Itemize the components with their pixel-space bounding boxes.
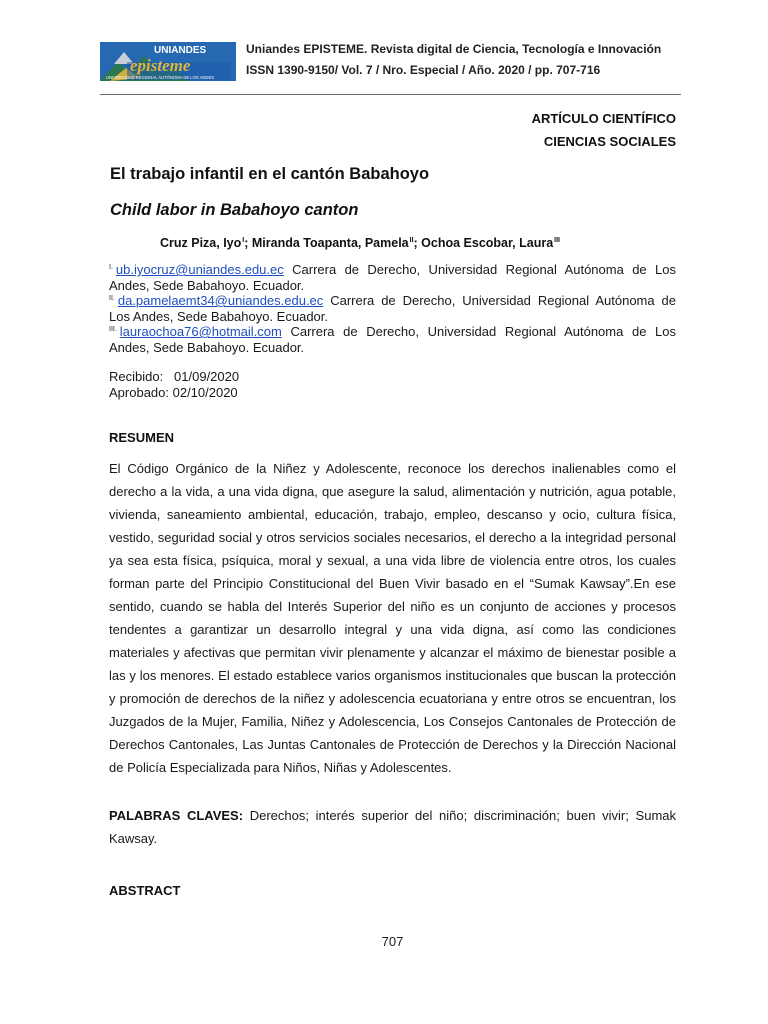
article-subtitle: Child labor in Babahoyo canton [110,201,359,219]
logo-graphic [100,42,236,81]
journal-issn: ISSN 1390-9150/ Vol. 7 / Nro. Especial / Año. 2020 / pp. 707-716 [246,63,601,77]
author-1: Cruz Piza, Iyo [160,236,242,250]
date-approved: Aprobado: 02/10/2020 [109,384,238,400]
article-type: ARTÍCULO CIENTÍFICO [531,111,676,126]
affiliation-2 [109,291,676,324]
journal-logo [100,42,236,81]
page-number: 707 [381,934,404,949]
logo-text-main: episteme [130,56,191,75]
article-section: CIENCIAS SOCIALES [543,134,676,149]
affiliation-1-mark: I. [109,264,113,271]
affiliation-3 [109,322,676,355]
journal-title: Uniandes EPISTEME. Revista digital de Ciencia, Tecnología e Innovación [246,42,662,56]
affiliation-1-text: Carrera de Derecho, Universidad Regional Autónoma de Los Andes, Sede Babahoyo. Ecuador. [109,262,676,293]
article-title: El trabajo infantil en el cantón Babahoyo [110,165,430,183]
keywords-label: PALABRAS CLAVES: [109,808,244,823]
submission-dates [109,369,239,400]
author-list [160,236,560,250]
header-divider [100,94,681,95]
affiliation-1 [109,260,676,293]
affiliation-3-email[interactable]: lauraochoa76@hotmail.com [119,324,282,339]
keywords [109,804,676,850]
logo-text-top: UNIANDES [154,45,207,56]
keywords-text: Derechos; interés superior del niño; discriminación; buen vivir; Sumak Kawsay. [109,808,677,846]
author-3: ; Ochoa Escobar, Laura [413,236,554,250]
author-1-mark: I [242,237,245,244]
affiliation-1-email[interactable]: ub.iyocruz@uniandes.edu.ec [115,262,284,277]
author-2: ; Miranda Toapanta, Pamela [244,236,409,250]
affiliation-3-mark: III. [109,326,117,333]
author-2-mark: II [409,237,414,244]
affiliation-2-text: Carrera de Derecho, Universidad Regional Autónoma de Los Andes, Sede Babahoyo. Ecuador. [109,293,676,324]
logo-text-sub: UNIVERSIDAD REGIONAL AUTÓNOMA DE LOS ANDES [106,75,215,80]
affiliation-3-text: Carrera de Derecho, Universidad Regional Autónoma de Los Andes, Sede Babahoyo. Ecuador. [109,324,676,355]
affiliation-2-mark: II. [109,295,115,302]
resumen-heading: RESUMEN [109,430,175,445]
affiliation-2-email[interactable]: da.pamelaemt34@uniandes.edu.ec [117,293,324,308]
author-3-mark: III [554,237,561,244]
resumen-body: El Código Orgánico de la Niñez y Adolescente, reconoce los derechos inalienables como el derecho a la vida, a una vida digna, que asegure la salud, alimentación y nutrición, agua potable, vivienda, saneamiento ambiental, educación, trabajo, empleo, descanso y ocio, cultura física, vestido, seguridad social y otros servicios sociales necesarios, el derecho a la integridad personal ya sea esta física, psíquica, moral y sexual, a una vida libre de violencia entre otros, los cuales forman parte del Principio Constitucional del Buen Vivir basado en el “Sumak Kawsay”.En ese sentido, cuando se habla del Interés Superior del niño es un conjunto de acciones y procesos tendentes a garantizar un desarrollo integral y una vida digna, así como las condiciones materiales y afectivas que permitan vivir plenamente y alcanzar el máximo de bienestar posible a las y los menores. El estado establece varios organismos institucionales que buscan la protección y promoción de derechos de la niñez y adolescencia ecuatoriana y entre otros se encuentran, los Juzgados de la Mujer, Familia, Niñez y Adolescencia, Los Consejos Cantonales de Protección de Derechos Cantonales, Las Juntas Cantonales de Protección de Derechos y la Dirección Nacional de Policía Especializada para Niños, Niñas y Adolescentes. [109,461,676,775]
date-received: Recibido: 01/09/2020 [109,369,240,384]
abstract-heading: ABSTRACT [109,883,181,898]
